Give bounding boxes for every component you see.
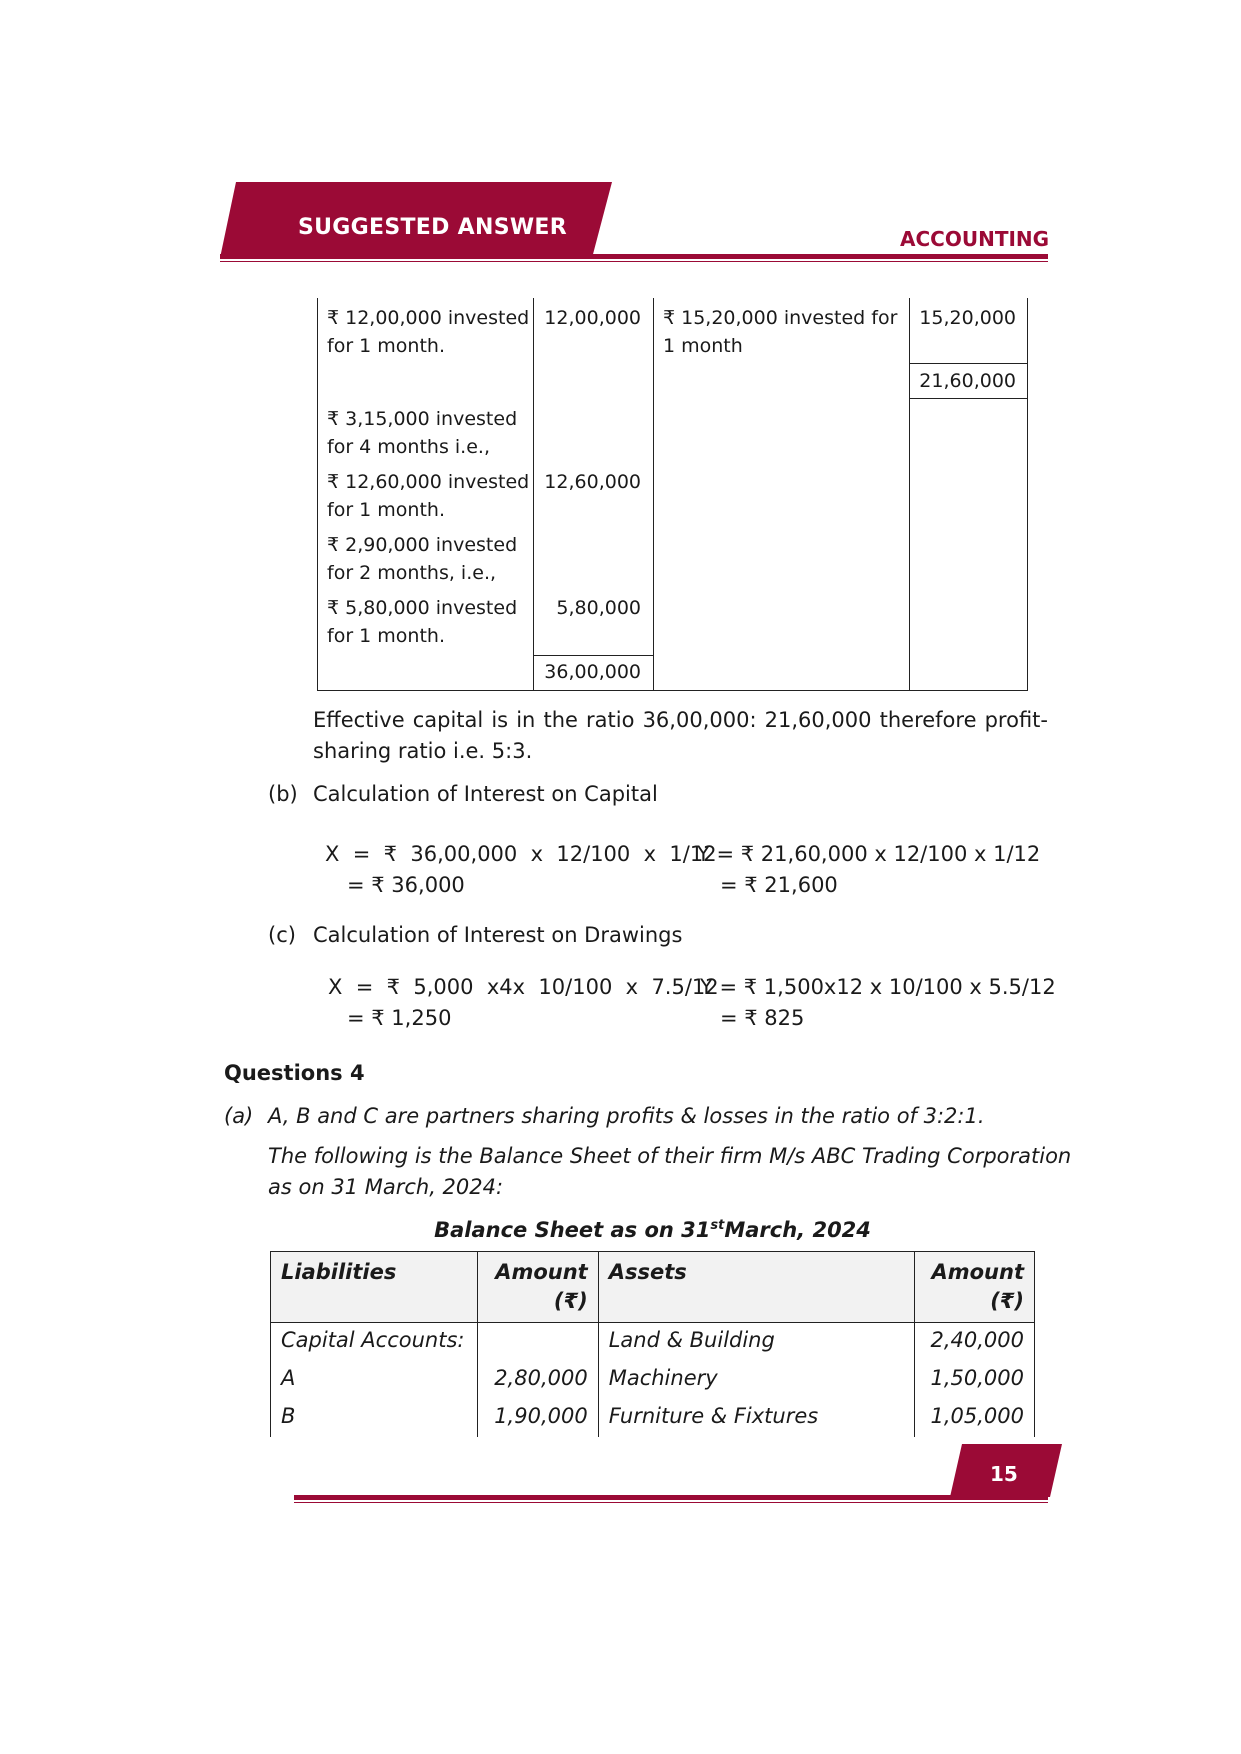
asset-cell: Machinery bbox=[598, 1361, 914, 1399]
part-b-title: Calculation of Interest on Capital bbox=[313, 782, 658, 806]
part-c-title: Calculation of Interest on Drawings bbox=[313, 923, 683, 947]
table-row bbox=[271, 1399, 1035, 1437]
col-assets: Assets bbox=[598, 1252, 914, 1323]
amount-label: Amount bbox=[495, 1260, 588, 1284]
part-b-x-result: = ₹ 36,000 bbox=[347, 873, 465, 897]
part-c-label: (c) bbox=[268, 923, 296, 947]
amount-label: Amount bbox=[931, 1260, 1024, 1284]
footer-rule bbox=[294, 1495, 1048, 1500]
table-amount: 12,60,000 bbox=[544, 471, 641, 493]
question-heading: Questions 4 bbox=[224, 1061, 365, 1085]
table-cell: ₹ 15,20,000 invested for bbox=[663, 307, 898, 329]
question-line2: The following is the Balance Sheet of their firm M/s ABC Trading Corporation bbox=[268, 1144, 1072, 1168]
table-row bbox=[271, 1323, 1035, 1362]
asset-amount: 1,50,000 bbox=[915, 1361, 1035, 1399]
balance-sheet-title bbox=[270, 1210, 1035, 1246]
asset-cell: Furniture & Fixtures bbox=[598, 1399, 914, 1437]
subject-title: ACCOUNTING bbox=[900, 227, 1050, 251]
question-line1: A, B and C are partners sharing profits & losses in the ratio of 3:2:1. bbox=[268, 1104, 985, 1128]
left-total: 36,00,000 bbox=[544, 661, 641, 683]
table-cell: 1 month bbox=[663, 335, 743, 357]
right-total: 21,60,000 bbox=[919, 370, 1016, 392]
part-c-y-result: = ₹ 825 bbox=[720, 1006, 805, 1030]
liability-amount: 1,90,000 bbox=[477, 1399, 598, 1437]
liability-cell: B bbox=[271, 1399, 478, 1437]
total-rule bbox=[909, 398, 1027, 399]
bs-title-sup: st bbox=[710, 1218, 725, 1233]
section-title: SUGGESTED ANSWER bbox=[298, 215, 567, 240]
rupee-label: (₹) bbox=[553, 1289, 588, 1313]
table-cell: for 4 months i.e., bbox=[327, 436, 490, 458]
rupee-label: (₹) bbox=[990, 1289, 1024, 1313]
table-cell: for 1 month. bbox=[327, 499, 445, 521]
table-cell: for 2 months, i.e., bbox=[327, 562, 497, 584]
page-number: 15 bbox=[990, 1462, 1018, 1486]
part-c-x-result: = ₹ 1,250 bbox=[347, 1006, 452, 1030]
table-amount: 15,20,000 bbox=[919, 307, 1016, 329]
table-cell: ₹ 12,00,000 invested bbox=[327, 307, 530, 329]
part-b-y-formula: Y = ₹ 21,60,000 x 12/100 x 1/12 bbox=[697, 842, 1041, 866]
table-border bbox=[1027, 298, 1028, 690]
asset-cell: Land & Building bbox=[598, 1323, 914, 1362]
table-border bbox=[317, 298, 318, 690]
part-b-label: (b) bbox=[268, 782, 298, 806]
table-cell: for 1 month. bbox=[327, 625, 445, 647]
header-rule-thin bbox=[220, 261, 1048, 262]
liability-amount: 2,80,000 bbox=[477, 1361, 598, 1399]
total-rule bbox=[909, 363, 1027, 364]
col-amount-liabilities bbox=[477, 1252, 598, 1323]
part-c-x-formula: X = ₹ 5,000 x4x 10/100 x 7.5/12 bbox=[328, 975, 719, 999]
total-rule bbox=[533, 655, 653, 656]
table-cell: ₹ 5,80,000 invested bbox=[327, 597, 518, 619]
table-cell: ₹ 12,60,000 invested bbox=[327, 471, 530, 493]
effective-line1: Effective capital is in the ratio 36,00,000: 21,60,000 therefore profit- bbox=[313, 708, 1048, 732]
table-amount: 5,80,000 bbox=[556, 597, 641, 619]
part-b-x-formula: X = ₹ 36,00,000 x 12/100 x 1/12 bbox=[325, 842, 717, 866]
question-label: (a) bbox=[224, 1104, 254, 1128]
question-line3: as on 31 March, 2024: bbox=[268, 1175, 504, 1199]
table-cell: ₹ 3,15,000 invested bbox=[327, 408, 518, 430]
table-row bbox=[271, 1361, 1035, 1399]
table-cell: for 1 month. bbox=[327, 335, 445, 357]
table-amount: 12,00,000 bbox=[544, 307, 641, 329]
liability-cell: A bbox=[271, 1361, 478, 1399]
part-b-y-result: = ₹ 21,600 bbox=[720, 873, 838, 897]
bs-title-post: March, 2024 bbox=[724, 1218, 871, 1242]
col-liabilities: Liabilities bbox=[271, 1252, 478, 1323]
footer-rule-thin bbox=[294, 1502, 1048, 1503]
header-rule bbox=[220, 254, 1048, 259]
table-border bbox=[653, 298, 654, 690]
liability-amount bbox=[477, 1323, 598, 1362]
part-c-y-formula: Y = ₹ 1,500x12 x 10/100 x 5.5/12 bbox=[700, 975, 1056, 999]
table-cell: ₹ 2,90,000 invested bbox=[327, 534, 518, 556]
effective-line2: sharing ratio i.e. 5:3. bbox=[313, 739, 533, 763]
asset-amount: 2,40,000 bbox=[915, 1323, 1035, 1362]
table-header-row bbox=[271, 1252, 1035, 1323]
liability-cell: Capital Accounts: bbox=[271, 1323, 478, 1362]
bs-title-pre: Balance Sheet as on 31 bbox=[434, 1218, 711, 1242]
table-border bbox=[909, 298, 910, 690]
effective-capital-text bbox=[313, 705, 1048, 767]
col-amount-assets bbox=[915, 1252, 1035, 1323]
asset-amount: 1,05,000 bbox=[915, 1399, 1035, 1437]
table-border bbox=[317, 690, 1028, 691]
balance-sheet-table bbox=[270, 1251, 1035, 1437]
